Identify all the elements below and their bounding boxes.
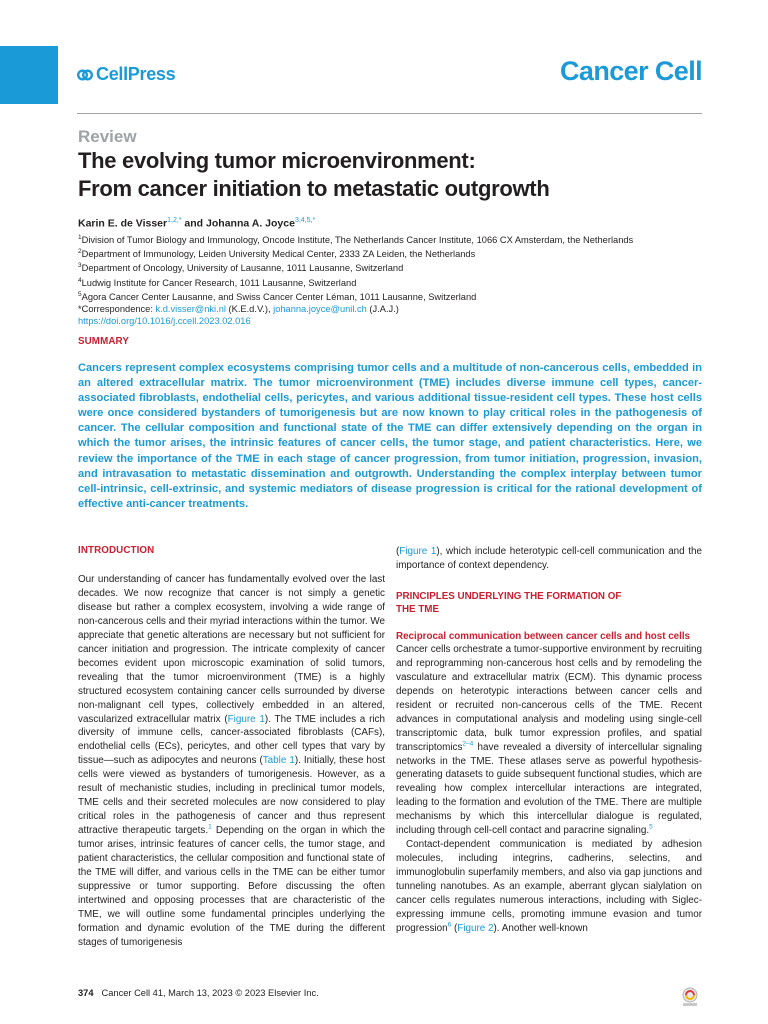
affiliation-number: 2	[78, 248, 82, 256]
text-run: Depending on the organ in which the tumor arises, intrinsic features of cancer cells, the tumor stage, and patient characteristics, the cellular composition and functional state of the TME will differ, and various cells in the TME can be either tumor suppressive or tumor supporting. Before discussing the often intertwined and opposing processes that are characteristic of the TME, we will outline some fundamental principles underlying the formation and dynamic evolution of the TME during the different stages of tumorigenesis	[78, 825, 385, 948]
affiliation	[78, 246, 633, 260]
text-run: ). Initially, these host cells were viewed as bystanders of tumorigenesis. However, as a result of mechanistic studies, including in preclinical tumor models, TME cells and their secreted molecules are now considered to play critical roles in the pathogenesis of cancer and thus represent attractive therapeutic targets.	[78, 755, 385, 837]
check-for-updates-icon[interactable]	[679, 986, 701, 1008]
reference-link[interactable]: 1	[208, 823, 212, 831]
affiliation-text: Ludwig Institute for Cancer Research, 1011 Lausanne, Switzerland	[81, 277, 357, 288]
page-number: 374	[78, 988, 94, 998]
text-run: ). Another well-known	[493, 922, 588, 934]
paragraph	[78, 573, 385, 950]
paragraph	[396, 643, 702, 838]
author-affiliation-marks[interactable]: 3,4,5,*	[294, 217, 316, 224]
title-line-1: The evolving tumor microenvironment:	[78, 148, 476, 173]
reference-link[interactable]: 2–4	[462, 740, 474, 748]
table-1-link[interactable]: Table 1	[262, 755, 295, 767]
author-list	[78, 217, 315, 230]
affiliation	[78, 232, 633, 246]
email-link[interactable]: k.d.visser@nki.nl	[155, 303, 226, 314]
cellpress-icon	[77, 67, 93, 83]
email-link[interactable]: johanna.joyce@unil.ch	[273, 303, 367, 314]
affiliations	[78, 232, 633, 327]
introduction-heading: INTRODUCTION	[78, 545, 155, 556]
text-run: ). The TME includes a rich diversity of immune cells, cancer-associated fibroblasts (CAFs), endothelial cells (ECs), pericytes, and other cell types that vary by tissue—such as adipocytes and neurons (	[78, 713, 385, 767]
text-run: Contact-dependent communication is mediated by adhesion molecules, including integrins, cadherins, selectins, and immunoglobulin superfamily members, and also via gap junctions and tunneling nanotubes. As an example, aberrant glycan sialylation on cancer cells regulates numerous interactions, including with Siglec-expressing immune cells, promoting immune evasion and tumor progression	[396, 839, 702, 934]
citation-line: Cancer Cell 41, March 13, 2023 © 2023 Elsevier Inc.	[101, 988, 319, 998]
author-affiliation-marks[interactable]: 1,2,*	[167, 217, 182, 224]
author-name[interactable]: Johanna A. Joyce	[206, 217, 295, 230]
doi-link[interactable]: https://doi.org/10.1016/j.ccell.2023.02.016	[78, 316, 251, 327]
cellpress-logo[interactable]	[77, 64, 175, 85]
email-note: (K.E.d.V.),	[225, 303, 274, 314]
header-rule	[77, 113, 702, 114]
principles-heading	[396, 590, 702, 616]
affiliation-text: Department of Oncology, University of Lausanne, 1011 Lausanne, Switzerland	[81, 263, 404, 274]
article-type: Review	[78, 127, 137, 146]
affiliation-number: 3	[78, 262, 82, 270]
text-run: ), which include heterotypic cell-cell communication and the importance of context dependency.	[396, 546, 702, 571]
summary-heading: SUMMARY	[78, 336, 129, 347]
journal-title[interactable]: Cancer Cell	[560, 56, 702, 86]
reference-link[interactable]: 6	[447, 921, 452, 929]
author-name[interactable]: Karin E. de Visser	[78, 217, 168, 230]
text-run: have revealed a diversity of intercellular signaling networks in the TME. These atlases serve as powerful hypothesis-generating datasets to guide subsequent functional studies, which are revealing how complex intercellular interactions are integrated, leading to the formation and evolution of the TME. There are multiple mechanisms by which this intercellular dialogue is regulated, including through cell-cell contact and paracrine signaling.	[396, 741, 702, 837]
journal-color-tab	[0, 46, 58, 104]
text-run: (	[451, 922, 458, 934]
left-column	[78, 573, 385, 950]
figure-1-link[interactable]: Figure 1	[399, 546, 437, 557]
summary-text: Cancers represent complex ecosystems comprising tumor cells and a multitude of non-cancerous cells, embedded in an altered extracellular matrix. The tumor microenvironment (TME) includes diverse immune cell types, cancer-associated fibroblasts, endothelial cells, pericytes, and various additional tissue-resident cell types. These host cells were once considered bystanders of tumorigenesis but are now known to play critical roles in the pathogenesis of cancer. The cellular composition and functional state of the TME can differ extensively depending on the organ in which the tumor arises, the intrinsic features of cancer cells, the tumor stage, and patient characteristics. Here, we review the importance of the TME in each stage of cancer progression, from tumor initiation, progression, invasion, and intravasation to metastatic dissemination and outgrowth. Understanding the complex interplay between tumor cell-intrinsic, cell-extrinsic, and systemic mediators of disease progression is critical for the rational development of effective anti-cancer treatments.	[78, 362, 702, 510]
email-note: (J.A.J.)	[366, 303, 399, 314]
article-title	[78, 147, 708, 203]
affiliation-text: Division of Tumor Biology and Immunology, Oncode Institute, The Netherlands Cancer Institute, 1066 CX Amsterdam, the Netherlands	[81, 235, 634, 246]
reference-link[interactable]: 5	[649, 824, 653, 831]
affiliation	[78, 275, 633, 289]
paragraph-continuation	[396, 545, 702, 573]
right-column	[396, 545, 702, 936]
affiliation	[78, 289, 633, 303]
text-run: (	[396, 546, 400, 557]
heading-line: PRINCIPLES UNDERLYING THE FORMATION OF	[396, 590, 622, 602]
paragraph	[396, 838, 702, 936]
heading-line: THE TME	[396, 603, 439, 615]
correspondence-label: *Correspondence:	[78, 303, 156, 314]
author-conjunction: and	[181, 217, 207, 230]
affiliation-text: Department of Immunology, Leiden University Medical Center, 2333 ZA Leiden, the Netherlands	[81, 249, 476, 260]
figure-1-link[interactable]: Figure 1	[227, 713, 265, 725]
publisher-name: CellPress	[96, 64, 176, 84]
title-line-2: From cancer initiation to metastatic outgrowth	[78, 176, 550, 201]
page-footer	[78, 988, 319, 998]
affiliation-number: 1	[78, 234, 82, 241]
affiliation-number: 5	[78, 290, 82, 298]
affiliation-number: 4	[78, 276, 82, 284]
affiliation-text: Agora Cancer Center Lausanne, and Swiss Cancer Center Léman, 1011 Lausanne, Switzerland	[81, 291, 477, 302]
text-run: Our understanding of cancer has fundamentally evolved over the last decades. We now recognize that cancer is not simply a genetic disease but rather a complex ecosystem, involving a wide range of non-cancerous cells and their myriad interactions within the tumor. We appreciate that genetic alterations are necessary but not sufficient for cancer initiation and progression. The intricate complexity of cancer becomes evident upon microscopic examination of solid tumors, revealing that the tumor microenvironment (TME) is a highly structured ecosystem containing cancer cells surrounded by diverse non-malignant cell types, collectively embedded in an altered, vascularized extracellular matrix (	[78, 574, 385, 725]
subsection-heading: Reciprocal communication between cancer cells and host cells	[396, 630, 691, 642]
text-run: Cancer cells orchestrate a tumor-supportive environment by recruiting and reprogramming non-cancerous host cells and by remodeling the vasculature and extracellular matrix (ECM). This dynamic process depends on heterotypic interactions between cancer cells and resident or recruited non-cancerous cells of the TME. Recent advances in computational analysis and modeling using single-cell transcriptomic data, bulk tumor expression profiles, and spatial transcriptomics	[396, 643, 702, 753]
affiliation	[78, 260, 633, 274]
correspondence	[78, 303, 633, 315]
figure-2-link[interactable]: Figure 2	[457, 922, 494, 934]
